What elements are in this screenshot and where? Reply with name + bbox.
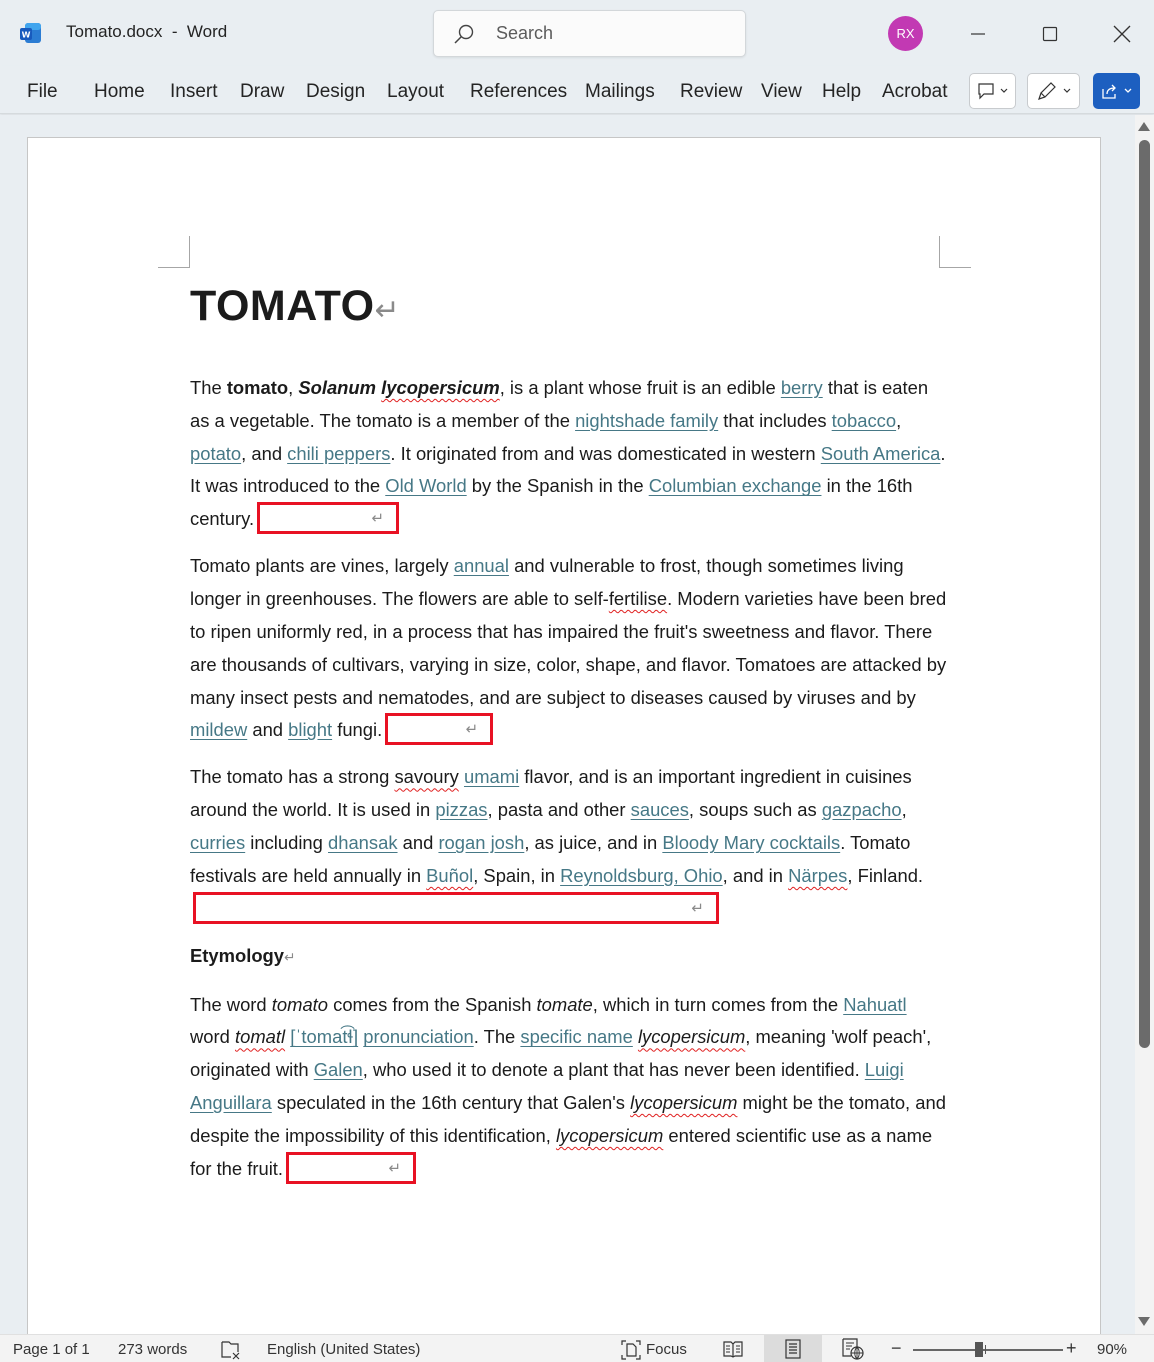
spelling-flagged-word: savoury (394, 766, 459, 788)
crop-mark-top-left (158, 236, 190, 268)
paragraph-etymology: The word tomato comes from the Spanish tomate, which in turn comes from the Nahuatl word tomatl [ˈtomat͡ɬ] pronunciation. The specific name lycopersicum, meaning 'wolf peach', originated with Galen, who used it to denote a plant that has never been identified. Luigi Anguillara speculated in the 16th century that Galen's lycopersicum might be the tomato, and despite the impossibility of this identification, lycopersicum entered scientific use as a name for the fruit. ↵ (190, 989, 950, 1186)
link-old-world[interactable]: Old World (385, 475, 467, 497)
spelling-flagged-word: tomatl (234, 1026, 286, 1048)
search-box[interactable] (433, 10, 746, 57)
link-tobacco[interactable]: tobacco (831, 409, 897, 431)
link-gazpacho[interactable]: gazpacho (821, 799, 902, 821)
maximize-icon (1042, 26, 1058, 42)
svg-text:W: W (21, 30, 31, 40)
read-mode-icon (723, 1340, 743, 1358)
tab-draw[interactable]: Draw (240, 81, 285, 102)
paragraph-mark: ↵ (465, 721, 479, 739)
document-area (0, 115, 1135, 1334)
share-icon (1101, 82, 1119, 100)
scroll-down-arrow-icon[interactable] (1138, 1317, 1150, 1326)
tab-home[interactable]: Home (94, 81, 145, 102)
chevron-down-icon (1124, 88, 1132, 94)
link-nightshade-family[interactable]: nightshade family (575, 409, 719, 431)
zoom-out-button[interactable]: − (891, 1338, 902, 1358)
crop-mark-top-right (939, 236, 971, 268)
link-galen[interactable]: Galen (313, 1059, 363, 1081)
link-columbian-exchange[interactable]: Columbian exchange (648, 475, 822, 497)
focus-button[interactable]: Focus (646, 1341, 687, 1358)
tab-design[interactable]: Design (306, 81, 366, 102)
editing-mode-button[interactable] (1027, 73, 1080, 109)
scrollbar-thumb[interactable] (1139, 140, 1150, 1048)
italic-term: Solanum (298, 377, 382, 398)
tab-review[interactable]: Review (680, 81, 743, 102)
chevron-down-icon (1063, 88, 1071, 94)
comments-button[interactable] (969, 73, 1016, 109)
spelling-flagged-word: lycopersicum (630, 1091, 738, 1113)
comment-icon (977, 82, 995, 100)
proofing-icon[interactable] (220, 1340, 242, 1360)
word-app-icon (19, 21, 43, 45)
zoom-in-button[interactable]: + (1066, 1338, 1077, 1358)
spelling-flagged-word: lycopersicum (637, 1026, 746, 1048)
link-ipa[interactable]: [ˈtomat͡ɬ] (290, 1026, 359, 1048)
title-text: TOMATO (190, 282, 375, 330)
highlight-box (286, 1152, 416, 1184)
search-placeholder: Search (496, 23, 554, 43)
paragraph-cuisine: The tomato has a strong savoury umami flavor, and is an important ingredient in cuisines around the world. It is used in pizzas, pasta and other sauces, soups such as gazpacho, curries including dhansak and rogan josh, as juice, and in Bloody Mary cocktails. Tomato festivals are held annually in Buñol, Spain, in Reynoldsburg, Ohio, and in Närpes, Finland. ↵ (190, 761, 950, 925)
spelling-flagged-word: lycopersicum (381, 377, 500, 398)
tab-layout[interactable]: Layout (387, 81, 445, 102)
paragraph-mark: ↵ (388, 1159, 402, 1177)
zoom-slider[interactable] (913, 1349, 1063, 1351)
minimize-button[interactable] (962, 18, 994, 50)
zoom-slider-thumb[interactable] (975, 1342, 983, 1357)
link-south-america[interactable]: South America (820, 442, 941, 464)
link-luigi-anguillara[interactable]: Luigi Anguillara (190, 1059, 904, 1113)
close-button[interactable] (1106, 18, 1138, 50)
chevron-down-icon (1000, 88, 1008, 94)
link-narpes[interactable]: Närpes (788, 864, 848, 886)
link-mildew[interactable]: mildew (190, 719, 248, 741)
vertical-scrollbar[interactable] (1135, 115, 1154, 1334)
scroll-up-arrow-icon[interactable] (1138, 122, 1150, 131)
link-dhansak[interactable]: dhansak (328, 832, 398, 854)
link-rogan-josh[interactable]: rogan josh (438, 832, 525, 854)
link-berry[interactable]: berry (780, 377, 823, 398)
link-annual[interactable]: annual (453, 555, 509, 577)
tab-view[interactable]: View (761, 81, 802, 102)
heading-etymology: Etymology↵ (190, 944, 296, 966)
highlight-box (193, 892, 719, 924)
search-icon (452, 23, 476, 47)
link-bloody-mary-cocktails[interactable]: Bloody Mary cocktails (662, 832, 841, 854)
link-blight[interactable]: blight (288, 719, 333, 741)
tab-file[interactable]: File (27, 81, 58, 102)
link-specific-name[interactable]: specific name (520, 1026, 633, 1048)
tab-references[interactable]: References (470, 81, 568, 102)
zoom-slider-center-tick (985, 1345, 986, 1354)
document-page[interactable] (27, 137, 1101, 1334)
paragraph-mark: ↵ (371, 510, 385, 528)
web-layout-icon (842, 1338, 864, 1360)
document-title (190, 278, 950, 339)
user-avatar[interactable]: RX (888, 16, 923, 51)
link-sauces[interactable]: sauces (630, 799, 689, 821)
bold-term: tomato (226, 377, 289, 398)
link-chili-peppers[interactable]: chili peppers (287, 442, 391, 464)
page-count[interactable]: Page 1 of 1 (13, 1341, 90, 1358)
web-layout-button[interactable] (824, 1335, 882, 1362)
tab-mailings[interactable]: Mailings (585, 81, 655, 102)
ribbon-tabs (0, 66, 1154, 114)
read-mode-button[interactable] (704, 1335, 762, 1362)
title-bar (0, 0, 1154, 66)
link-nahuatl[interactable]: Nahuatl (843, 993, 907, 1015)
paragraph-mark: ↵ (374, 294, 401, 327)
focus-icon[interactable] (621, 1340, 641, 1360)
link-curries[interactable]: curries (190, 832, 246, 854)
status-bar (0, 1334, 1154, 1362)
spelling-flagged-word: fertilise (608, 588, 668, 610)
link-pizzas[interactable]: pizzas (435, 799, 488, 821)
link-umami[interactable]: umami (463, 766, 520, 788)
paragraph-mark: ↵ (691, 899, 704, 917)
tab-insert[interactable]: Insert (170, 81, 218, 102)
pen-icon (1036, 80, 1058, 102)
highlight-box (385, 713, 493, 745)
highlight-box (257, 502, 399, 534)
close-icon (1113, 25, 1131, 43)
link-bunol[interactable]: Buñol (426, 864, 474, 886)
zoom-level[interactable]: 90% (1097, 1341, 1128, 1358)
link-pronunciation[interactable]: pronunciation (363, 1026, 474, 1048)
print-layout-button[interactable] (764, 1335, 822, 1362)
word-count[interactable]: 273 words (118, 1341, 188, 1358)
link-reynoldsburg-ohio[interactable]: Reynoldsburg, Ohio (560, 864, 723, 886)
share-button[interactable] (1093, 73, 1140, 109)
document-body[interactable] (190, 278, 950, 1200)
minimize-icon (970, 26, 986, 42)
paragraph-plants: Tomato plants are vines, largely annual and vulnerable to frost, though sometimes living longer in greenhouses. The flowers are able to self-fertilise. Modern varieties have been bred to ripen uniformly red, in a process that has impaired the fruit's sweetness and flavor. There are thousands of cultivars, varying in size, color, shape, and flavor. Tomatoes are attacked by many insect pests and nematodes, and are subject to diseases caused by viruses and by mildew and blight fungi. ↵ (190, 550, 950, 747)
paragraph-intro: The tomato, Solanum lycopersicum, is a plant whose fruit is an edible berry that is eaten as a vegetable. The tomato is a member of the nightshade family that includes tobacco, potato, and chili peppers. It originated from and was domesticated in western South America. It was introduced to the Old World by the Spanish in the Columbian exchange in the 16th century. ↵ (190, 372, 950, 536)
maximize-button[interactable] (1034, 18, 1066, 50)
tab-help[interactable]: Help (822, 81, 862, 102)
window-title: Tomato.docx - Word (66, 22, 228, 41)
print-layout-icon (785, 1339, 801, 1359)
tab-acrobat[interactable]: Acrobat (882, 81, 948, 102)
paragraph-mark: ↵ (284, 949, 296, 965)
language-indicator[interactable]: English (United States) (267, 1341, 421, 1358)
link-potato[interactable]: potato (190, 442, 242, 464)
spelling-flagged-word: lycopersicum (555, 1124, 664, 1146)
